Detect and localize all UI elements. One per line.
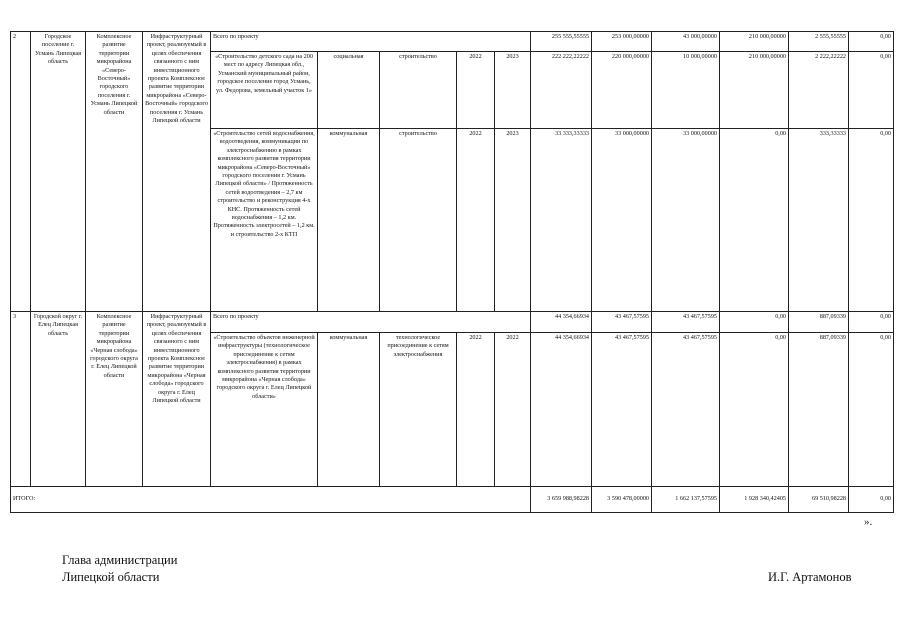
value-cell: 3 590 478,00000 [592,487,652,513]
value-cell: 253 000,00000 [592,32,652,52]
object-name: «Строительство объектов инженерной инфраструктуры (технологическое присоединение к сетям электроснабжения) в рамках комплексного развития территории микрорайона «Черная слобода» городского округа г. Елец Липецкой области» [211,333,318,487]
municipality-cell: Городской округ г. Елец Липецкая область [31,312,86,487]
value-cell: 33 000,00000 [652,129,720,312]
object-kind: строительство [380,129,457,312]
value-cell: 0,00 [849,32,894,52]
value-cell: 3 659 988,98228 [531,487,592,513]
start-year: 2022 [457,52,495,129]
total-label: Всего по проекту [211,312,531,333]
value-cell: 44 354,66934 [531,312,592,333]
object-kind: строительство [380,52,457,129]
row-number: 2 [11,32,31,312]
value-cell: 220 000,00000 [592,52,652,129]
end-year: 2022 [495,333,531,487]
value-cell: 1 928 340,42405 [720,487,789,513]
signature-title-line: Глава администрации [62,553,178,567]
object-name: «Строительство сетей водоснабжения, водоотведения, коммуникации по электроснабжению в рамках комплексного развития территории микрорайона «Северо-Восточный» городского поселения г. Усмань Липецкой области» / Протяженность сетей водоотведения – 2,7 км строительство и реконструкция 4-х КНС. Протяженность сетей водоснабжения – 1,2 км. Протяженность электросетей – 1,2 км. и строительство 2-х КТП [211,129,318,312]
value-cell: 43 467,57595 [592,312,652,333]
signature-name: И.Г. Артамонов [768,570,852,584]
end-year: 2023 [495,52,531,129]
total-row-label: ИТОГО: [11,487,531,513]
value-cell: 10 000,00000 [652,52,720,129]
value-cell: 43 467,57595 [652,333,720,487]
table-row [11,312,894,333]
value-cell: 2 555,55555 [789,32,849,52]
closing-quote: ». [864,516,873,528]
projects-table [10,31,894,513]
municipality-cell: Городское поселение г. Усмань Липецкая область [31,32,86,312]
value-cell: 0,00 [849,129,894,312]
total-row [11,487,894,513]
value-cell: 0,00 [720,312,789,333]
area-cell: Комплексное развитие территории микрорайона «Черная слобода» городского округа г. Елец Липецкой области [86,312,143,487]
value-cell: 210 000,00000 [720,52,789,129]
value-cell: 0,00 [849,312,894,333]
value-cell: 333,33333 [789,129,849,312]
area-cell: Комплексное развитие территории микрорайона «Северо-Восточный» городского поселения г. Усмань Липецкой области [86,32,143,312]
value-cell: 43 467,57595 [592,333,652,487]
value-cell: 255 555,55555 [531,32,592,52]
signature-title [62,552,177,586]
value-cell: 887,09339 [789,333,849,487]
value-cell: 0,00 [849,487,894,513]
object-name: «Строительство детского сада на 200 мест по адресу Липецкая обл., Усманский муниципальный район, городское поселение город Усмань, ул. Федорова, земельный участок 1» [211,52,318,129]
object-type: социальная [318,52,380,129]
object-type: коммунальная [318,129,380,312]
value-cell: 887,09339 [789,312,849,333]
value-cell: 69 510,98228 [789,487,849,513]
value-cell: 0,00 [849,333,894,487]
value-cell: 0,00 [849,52,894,129]
value-cell: 43 467,57595 [652,312,720,333]
project-cell: Инфраструктурный проект, реализуемый в целях обеспечения связанного с ним инвестиционного проекта Комплексное развитие территории микрорайона «Черная слобода» городского округа г. Елец Липецкой области [143,312,211,487]
total-label: Всего по проекту [211,32,531,52]
value-cell: 1 662 137,57595 [652,487,720,513]
value-cell: 222 222,22222 [531,52,592,129]
table-row [11,32,894,52]
value-cell: 210 000,00000 [720,32,789,52]
value-cell: 0,00 [720,333,789,487]
project-cell: Инфраструктурный проект, реализуемый в целях обеспечения связанного с ним инвестиционного проекта Комплексное развитие территории микрорайона «Северо-Восточный» городского поселения г. Усмань Липецкой области [143,32,211,312]
value-cell: 44 354,66934 [531,333,592,487]
end-year: 2023 [495,129,531,312]
object-kind: технологическое присоединение к сетям электроснабжения [380,333,457,487]
value-cell: 33 000,00000 [592,129,652,312]
value-cell: 2 222,22222 [789,52,849,129]
start-year: 2022 [457,129,495,312]
start-year: 2022 [457,333,495,487]
row-number: 3 [11,312,31,487]
signature-title-line: Липецкой области [62,570,160,584]
value-cell: 43 000,00000 [652,32,720,52]
value-cell: 33 333,33333 [531,129,592,312]
value-cell: 0,00 [720,129,789,312]
object-type: коммунальная [318,333,380,487]
